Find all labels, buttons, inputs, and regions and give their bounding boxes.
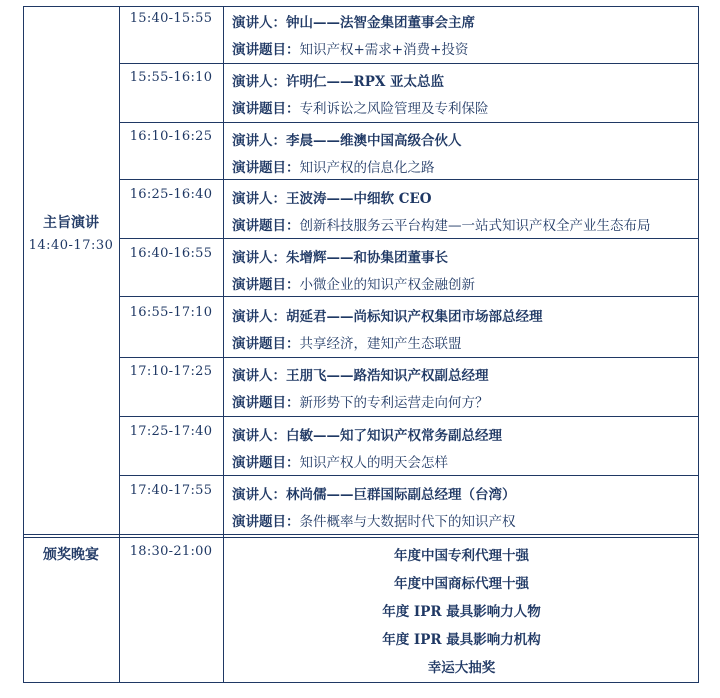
session-time: 17:10-17:25 [129,364,213,379]
section-divider [23,534,699,538]
agenda-table [23,6,699,683]
row-divider [119,238,699,239]
column-divider [119,6,120,683]
session-speaker: 演讲人：林尚儒——巨群国际副总经理（台湾） [232,487,516,503]
session-topic: 演讲题目：知识产权人的明天会怎样 [232,455,448,471]
award-item: 年度中国专利代理十强 [394,548,529,564]
session-speaker: 演讲人：朱增辉——和协集团董事长 [232,250,448,266]
session-speaker: 演讲人：白敏——知了知识产权常务副总经理 [232,428,502,444]
award-item: 年度 IPR 最具影响力人物 [382,604,541,620]
session-topic: 演讲题目：专利诉讼之风险管理及专利保险 [232,101,489,117]
session-speaker: 演讲人：钟山——法智金集团董事会主席 [232,15,475,31]
table-border-bottom [23,682,699,683]
row-divider [119,357,699,358]
session-speaker: 演讲人：胡延君——尚标知识产权集团市场部总经理 [232,309,543,325]
session-topic: 演讲题目：条件概率与大数据时代下的知识产权 [232,514,516,530]
award-item: 年度中国商标代理十强 [394,576,529,592]
session-topic: 演讲题目：知识产权的信息化之路 [232,160,435,176]
row-divider [119,475,699,476]
session-time: 15:55-16:10 [129,70,213,85]
session-topic: 演讲题目：小微企业的知识产权金融创新 [232,277,475,293]
banquet-section-label: 颁奖晚宴 [43,547,99,563]
session-time: 17:40-17:55 [129,483,213,498]
session-speaker: 演讲人：王波涛——中细软 CEO [232,191,432,207]
row-divider [119,179,699,180]
session-time: 16:25-16:40 [129,187,213,202]
keynote-section-label: 主旨演讲 [43,215,99,231]
session-topic: 演讲题目：共享经济，建知产生态联盟 [232,336,462,352]
row-divider [119,122,699,123]
table-border-left [23,6,24,683]
row-divider [119,416,699,417]
session-speaker: 演讲人：许明仁——RPX 亚太总监 [232,74,445,90]
session-speaker: 演讲人：李晨——维澳中国高级合伙人 [232,133,462,149]
session-time: 16:10-16:25 [129,129,213,144]
session-time: 17:25-17:40 [129,424,213,439]
session-speaker: 演讲人：王朋飞——路浩知识产权副总经理 [232,368,489,384]
session-topic: 演讲题目：新形势下的专利运营走向何方？ [232,395,489,411]
award-item: 年度 IPR 最具影响力机构 [382,632,541,648]
session-topic: 演讲题目：创新科技服务云平台构建—一站式知识产权全产业生态布局 [232,218,651,234]
banquet-time: 18:30-21:00 [129,544,213,559]
table-border-top [23,6,699,7]
row-divider [119,296,699,297]
row-divider [119,63,699,64]
session-time: 16:55-17:10 [129,305,213,320]
session-topic: 演讲题目：知识产权+需求+消费+投资 [232,42,469,58]
session-time: 16:40-16:55 [129,246,213,261]
award-item: 幸运大抽奖 [427,660,496,676]
session-time: 15:40-15:55 [129,11,213,26]
keynote-section-time: 14:40-17:30 [28,238,114,253]
